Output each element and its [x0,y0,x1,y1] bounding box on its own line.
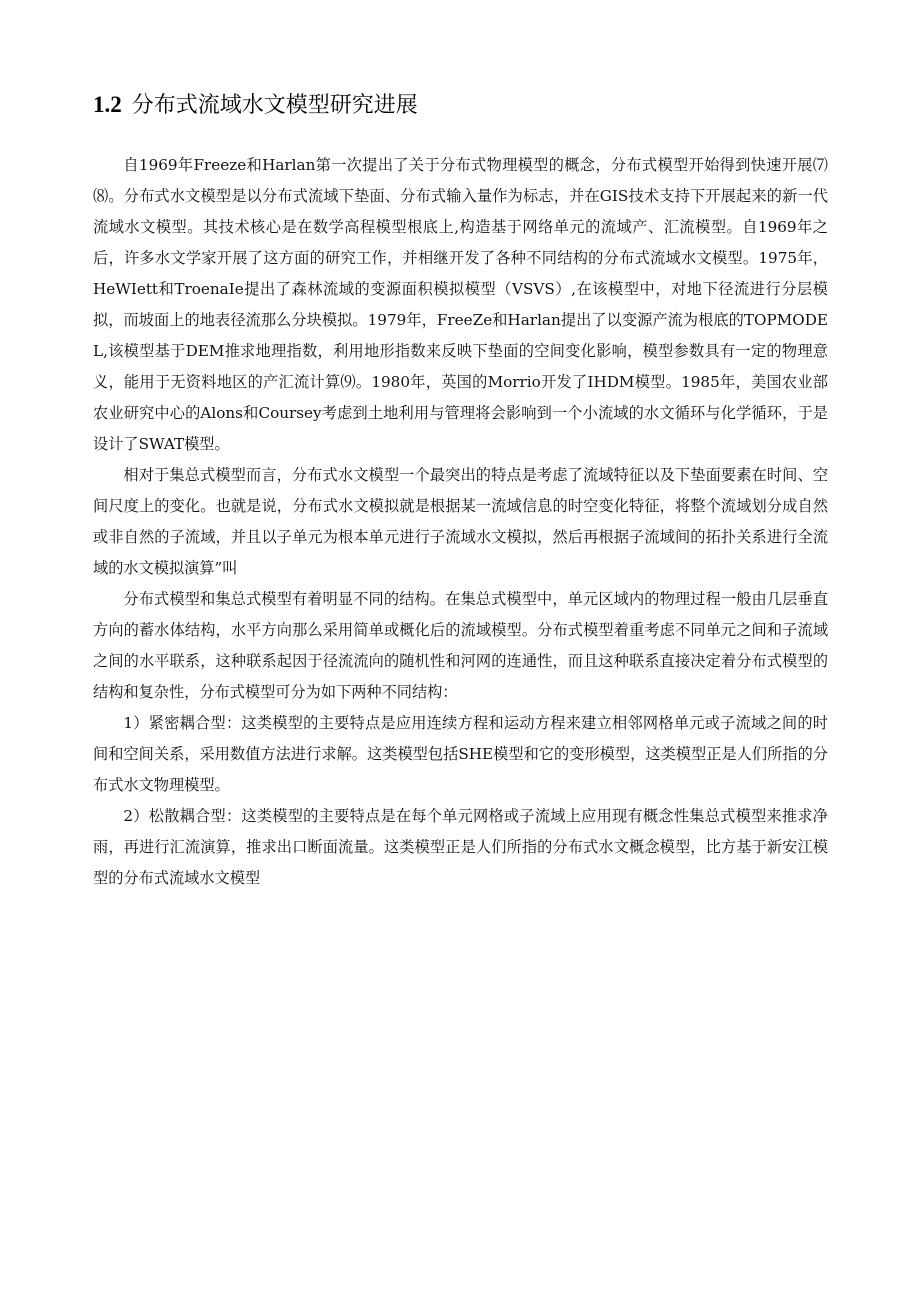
section-number: 1.2 [93,92,122,117]
section-title: 分布式流域水文模型研究进展 [131,93,418,118]
paragraph-structure: 分布式模型和集总式模型有着明显不同的结构。在集总式模型中，单元区域内的物理过程一般由几层垂直方向的蓄水体结构，水平方向那么采用简单或概化后的流域模型。分布式模型着重考虑不同单元之间和子流域之间的水平联系，这种联系起因于径流流向的随机性和河网的连通性，而且这种联系直接决定着分布式模型的结构和复杂性，分布式模型可分为如下两种不同结构： [93,590,828,701]
section-heading [93,88,418,119]
paragraph-distributed-vs-lumped: 相对于集总式模型而言，分布式水文模型一个最突出的特点是考虑了流域特征以及下垫面要素在时间、空间尺度上的变化。也就是说，分布式水文模拟就是根据某一流域信息的时空变化特征，将整个流域划分成自然或非自然的子流域，并且以子单元为根本单元进行子流域水文模拟，然后再根据子流域间的拓扑关系进行全流域的水文模拟演算”叫 [93,466,828,577]
paragraph-loose-coupling: 2）松散耦合型：这类模型的主要特点是在每个单元网格或子流域上应用现有概念性集总式模型来推求净雨，再进行汇流演算，推求出口断面流量。这类模型正是人们所指的分布式水文概念模型，比方基于新安江模型的分布式流域水文模型 [93,807,828,887]
body-text [93,150,828,894]
paragraph-tight-coupling: 1）紧密耦合型：这类模型的主要特点是应用连续方程和运动方程来建立相邻网格单元或子流域之间的时间和空间关系，采用数值方法进行求解。这类模型包括SHE模型和它的变形模型，这类模型正是人们所指的分布式水文物理模型。 [93,714,828,794]
paragraph-history: 自1969年Freeze和Harlan第一次提出了关于分布式物理模型的概念，分布式模型开始得到快速开展⑺⑻。分布式水文模型是以分布式流域下垫面、分布式输入量作为标志，并在GIS技术支持下开展起来的新一代流域水文模型。其技术核心是在数学高程模型根底上,构造基于网络单元的流域产、汇流模型。自1969年之后，许多水文学家开展了这方面的研究工作，并相继开发了各种不同结构的分布式流域水文模型。1975年，HeWIett和TroenaIe提出了森林流域的变源面积模拟模型（VSVS）,在该模型中，对地下径流进行分层模拟，而坡面上的地表径流那么分块模拟。1979年，FreeZe和Harlan提出了以变源产流为根底的TOPMODEL,该模型基于DEM推求地理指数，利用地形指数来反映下垫面的空间变化影响，模型参数具有一定的物理意义，能用于无资料地区的产汇流计算⑼。1980年，英国的Morrio开发了IHDM模型。1985年，美国农业部农业研究中心的Alons和Coursey考虑到土地利用与管理将会影响到一个小流域的水文循环与化学循环，于是设计了SWAT模型。 [93,156,828,453]
